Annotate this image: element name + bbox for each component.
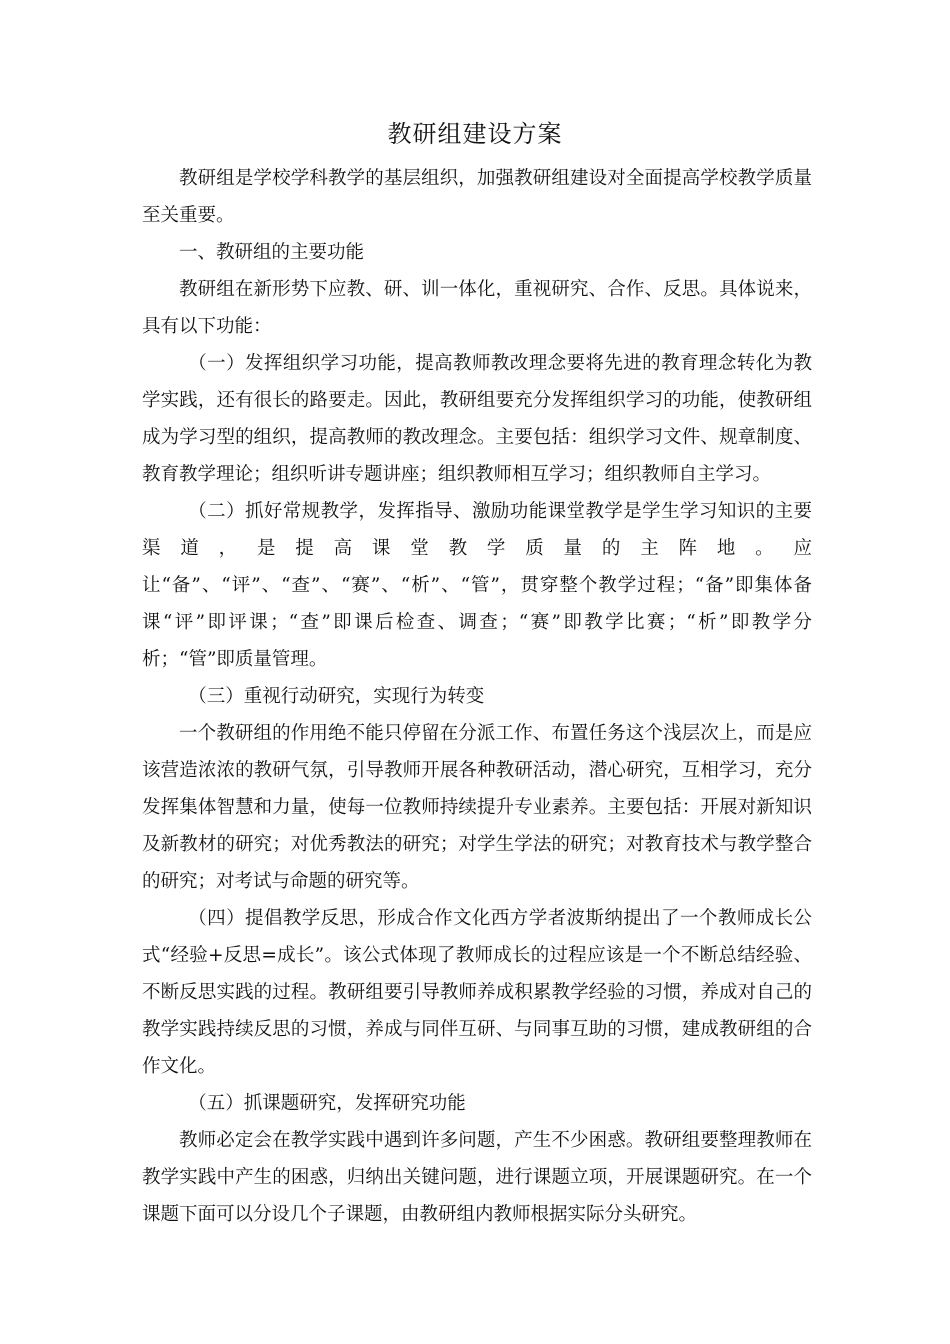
document-title: 教研组建设方案 <box>387 120 563 148</box>
subsection-heading: （五）抓课题研究，发挥研究功能 <box>188 1093 466 1114</box>
body-paragraph: 教师必定会在教学实践中遇到许多问题，产生不少困惑。教研组要整理教师在教学实践中产生的困惑，归纳出关键问题，进行课题立项，开展课题研究。在一个课题下面可以分设几个子课题，由教研组内教师根据实际分头研究。 <box>142 1130 812 1225</box>
intro-paragraph: 教研组是学校学科教学的基层组织，加强教研组建设对全面提高学校教学质量至关重要。 <box>142 168 812 226</box>
subsection-paragraph: （一）发挥组织学习功能，提高教师教改理念要将先进的教育理念转化为教学实践，还有很长的路要走。因此，教研组要充分发挥组织学习的功能，使教研组成为学习型的组织，提高教师的教改理念。主要包括：组织学习文件、规章制度、教育教学理论；组织听讲专题讲座；组织教师相互学习；组织教师自主学习。 <box>142 353 812 485</box>
subsection-heading: （三）重视行动研究，实现行为转变 <box>188 686 485 707</box>
document-body <box>142 160 812 1233</box>
body-paragraph: 一个教研组的作用绝不能只停留在分派工作、布置任务这个浅层次上，而是应该营造浓浓的教研气氛，引导教师开展各种教研活动，潜心研究，互相学习，充分发挥集体智慧和力量，使每一位教师持续提升专业素养。主要包括：开展对新知识及新教材的研究；对优秀教法的研究；对学生学法的研究；对教育技术与教学整合的研究；对考试与命题的研究等。 <box>142 723 812 892</box>
section-heading: 一、教研组的主要功能 <box>179 242 365 263</box>
subsection-paragraph: （二）抓好常规教学，发挥指导、激励功能课堂教学是学生学习知识的主要渠道，是提高课堂教学质量的主阵地。应让“备”、“评”、“查”、“赛”、“析”、“管”，贯穿整个教学过程；“备”即集体备课“评”即评课；“查”即课后检查、调查；“赛”即教学比赛；“析”即教学分析；“管”即质量管理。 <box>142 501 812 670</box>
subsection-paragraph: （四）提倡教学反思，形成合作文化西方学者波斯纳提出了一个教师成长公式“经验+反思=成长”。该公式体现了教师成长的过程应该是一个不断总结经验、不断反思实践的过程。教研组要引导教师养成积累教学经验的习惯，养成对自己的教学实践持续反思的习惯，养成与同伴互研、与同事互助的习惯，建成教研组的合作文化。 <box>142 908 812 1077</box>
body-paragraph: 教研组在新形势下应教、研、训一体化，重视研究、合作、反思。具体说来，具有以下功能： <box>142 279 812 337</box>
